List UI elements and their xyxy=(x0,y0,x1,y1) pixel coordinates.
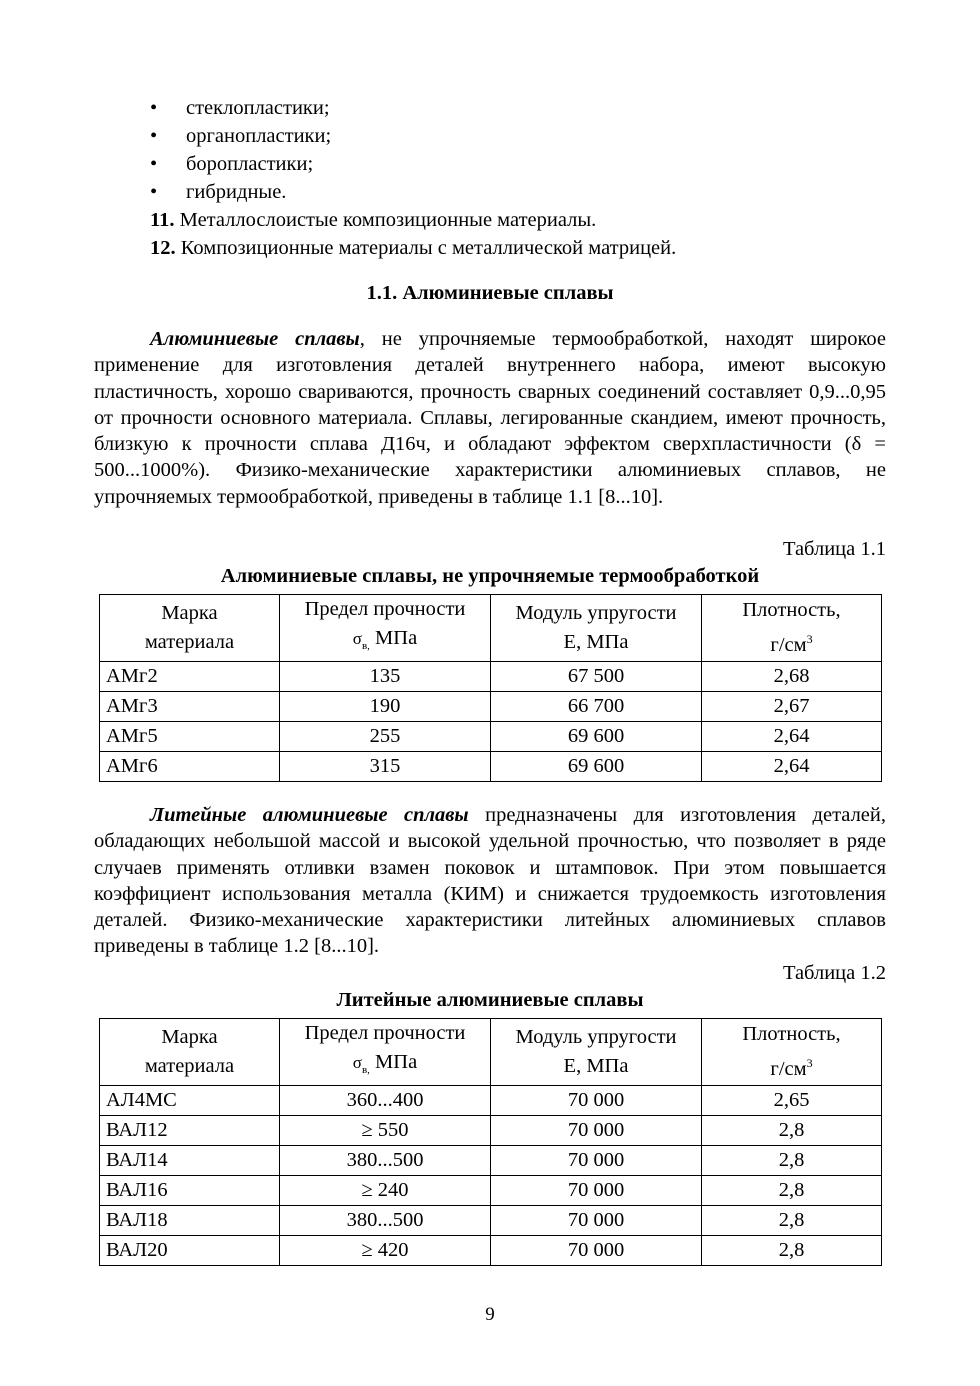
table-cell: ВАЛ12 xyxy=(100,1116,280,1146)
table-cell: 2,65 xyxy=(702,1086,882,1116)
table-row xyxy=(100,662,882,692)
table-cell: 380...500 xyxy=(280,1146,491,1176)
table-cell: 360...400 xyxy=(280,1086,491,1116)
table-cell: АМг6 xyxy=(100,752,280,782)
table-cell: АЛ4МС xyxy=(100,1086,280,1116)
table-label: Таблица 1.1 xyxy=(782,538,886,560)
list-item: • гибридные. xyxy=(150,178,331,206)
table-cell: 2,8 xyxy=(702,1146,882,1176)
table-cell: 2,8 xyxy=(702,1176,882,1206)
table-row xyxy=(100,1086,882,1116)
table-cell: 380...500 xyxy=(280,1206,491,1236)
column-header-density: Плотность, $г/см^3$ xyxy=(702,1019,882,1086)
bullet-list xyxy=(150,94,331,206)
list-item: • стеклопластики; xyxy=(150,94,331,122)
table-row xyxy=(100,1146,882,1176)
column-header-grade: Марка материала xyxy=(100,1019,280,1086)
table-cell: 2,8 xyxy=(702,1116,882,1146)
column-header-density: Плотность, $г/см^3$ xyxy=(702,595,882,662)
bullet-icon: • xyxy=(150,153,158,175)
bullet-icon: • xyxy=(150,97,158,119)
table-cell: ВАЛ16 xyxy=(100,1176,280,1206)
bullet-icon: • xyxy=(150,125,158,147)
table-row xyxy=(100,722,882,752)
table-header-row xyxy=(100,595,882,662)
table-cell: ≥ 550 xyxy=(280,1116,491,1146)
section-heading: 1.1. Алюминиевые сплавы xyxy=(366,282,614,304)
paragraph-aluminum-alloys: Алюминиевые сплавы, не упрочняемые термообработкой, находят широкое применение для изготовления деталей внутреннего набора, имеют высокую пластичность, хорошо свариваются, прочность сварных соединений составляет 0,9...0,95 от прочности основного материала. Сплавы, легированные скандием, имеют прочность, близкую к прочности сплава Д16ч, и обладают эффектом сверхпластичности (δ = 500...1000%). Физико-механические характеристики алюминиевых сплавов, не упрочняемых термообработкой, приведены в таблице 1.1 [8...10]. xyxy=(94,328,886,508)
table-non-heat-treatable-alloys xyxy=(99,594,882,782)
table-cell: 2,64 xyxy=(702,722,882,752)
table-cell: 315 xyxy=(280,752,491,782)
table-cell: 2,67 xyxy=(702,692,882,722)
paragraph-cast-alloys: Литейные алюминиевые сплавы предназначены для изготовления деталей, обладающих небольшой массой и высокой удельной прочностью, что позволяет в ряде случаев применять отливки взамен поковок и штамповок. При этом повышается коэффициент использования металла (КИМ) и снижается трудоемкость изготовления деталей. Физико-механические характеристики литейных алюминиевых сплавов приведены в таблице 1.2 [8...10]. xyxy=(94,804,887,958)
table-label: Таблица 1.2 xyxy=(782,962,886,984)
page-number: 9 xyxy=(485,1304,495,1325)
table-cell: 69 600 xyxy=(491,722,702,752)
numbered-list xyxy=(150,206,676,262)
table-cell: ВАЛ18 xyxy=(100,1206,280,1236)
table-cell: 70 000 xyxy=(491,1206,702,1236)
list-item: 11. Металлослоистые композиционные материалы. xyxy=(150,209,597,231)
item-number: 12. xyxy=(150,237,176,259)
table-cell: 255 xyxy=(280,722,491,752)
table-cell: ВАЛ20 xyxy=(100,1236,280,1266)
item-number: 11. xyxy=(150,209,175,231)
table-row xyxy=(100,692,882,722)
bullet-icon: • xyxy=(150,181,158,203)
table-cell: 2,68 xyxy=(702,662,882,692)
table-header-row xyxy=(100,1019,882,1086)
table-cell: 2,64 xyxy=(702,752,882,782)
column-header-strength: Предел прочности $\sigma_{в,}$ МПа xyxy=(280,595,491,662)
table-cell: 69 600 xyxy=(491,752,702,782)
paragraph-lead-term: Алюминиевые сплавы xyxy=(150,328,360,350)
table-cell: 66 700 xyxy=(491,692,702,722)
table-cell: 67 500 xyxy=(491,662,702,692)
column-header-strength: Предел прочности $\sigma_{в,}$ МПа xyxy=(280,1019,491,1086)
table-cell: 2,8 xyxy=(702,1236,882,1266)
table-cell: 70 000 xyxy=(491,1176,702,1206)
table-cell: 135 xyxy=(280,662,491,692)
table-cell: 70 000 xyxy=(491,1086,702,1116)
column-header-modulus: Модуль упругости Е, МПа xyxy=(491,1019,702,1086)
table-cell: АМг3 xyxy=(100,692,280,722)
list-item: • органопластики; xyxy=(150,122,331,150)
table-cell: 2,8 xyxy=(702,1206,882,1236)
table-cast-alloys xyxy=(99,1018,882,1266)
table-cell: АМг5 xyxy=(100,722,280,752)
table-row xyxy=(100,1116,882,1146)
list-item: 12. Композиционные материалы с металлической матрицей. xyxy=(150,237,677,259)
column-header-modulus: Модуль упругости Е, МПа xyxy=(491,595,702,662)
paragraph-lead-term: Литейные алюминиевые сплавы xyxy=(150,804,469,826)
table-cell: ВАЛ14 xyxy=(100,1146,280,1176)
table-row xyxy=(100,1206,882,1236)
table-cell: 70 000 xyxy=(491,1116,702,1146)
list-item: • боропластики; xyxy=(150,150,331,178)
table-cell: АМг2 xyxy=(100,662,280,692)
table-cell: 70 000 xyxy=(491,1236,702,1266)
table-row xyxy=(100,1176,882,1206)
table-cell: ≥ 240 xyxy=(280,1176,491,1206)
table-title: Алюминиевые сплавы, не упрочняемые термообработкой xyxy=(220,565,760,587)
column-header-grade: Марка материала xyxy=(100,595,280,662)
table-row xyxy=(100,752,882,782)
table-cell: ≥ 420 xyxy=(280,1236,491,1266)
table-cell: 70 000 xyxy=(491,1146,702,1176)
table-cell: 190 xyxy=(280,692,491,722)
table-row xyxy=(100,1236,882,1266)
table-title: Литейные алюминиевые сплавы xyxy=(336,989,644,1011)
